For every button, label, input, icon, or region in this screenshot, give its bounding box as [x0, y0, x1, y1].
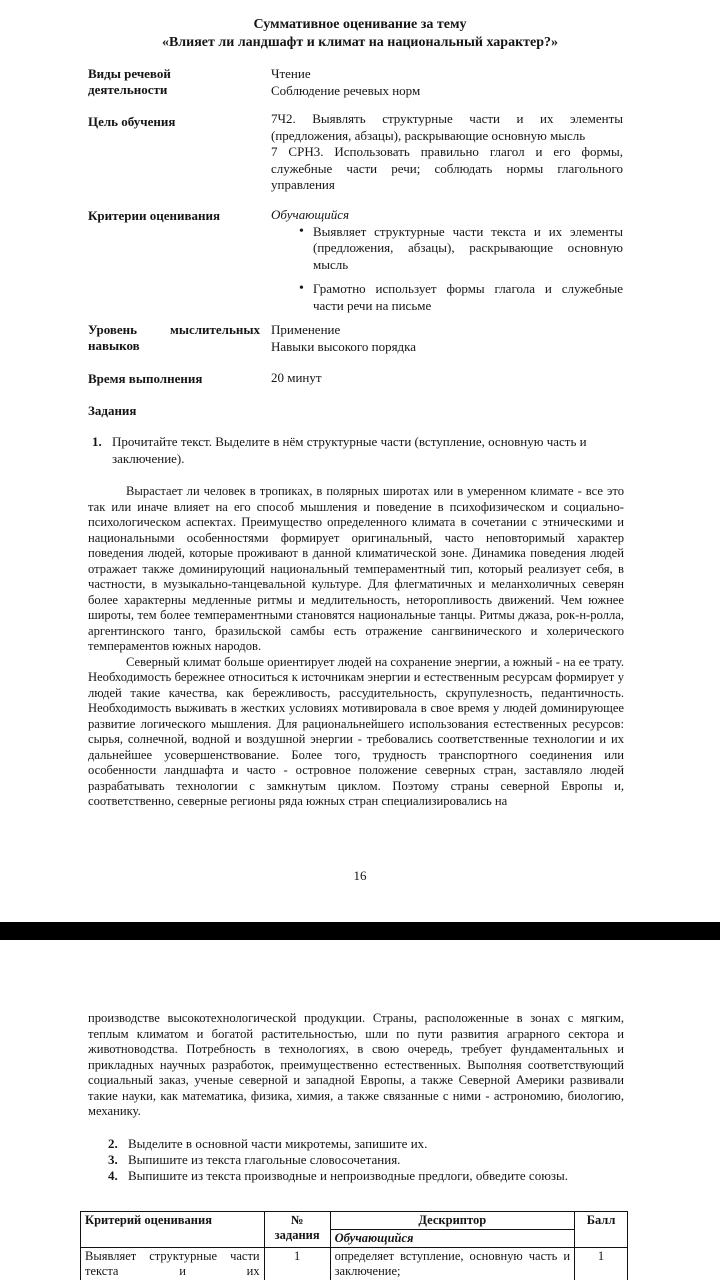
task-3: 3. Выпишите из текста глагольные словосочетания.	[108, 1152, 401, 1167]
table-row	[81, 1248, 628, 1280]
value-criteria: Обучающийся • Выявляет структурные части текста и их элементы (предложения, абзацы), раскрывающие основную мысль • Грамотно использует формы глагола и служебные части речи на письме	[271, 207, 623, 322]
tasks-heading: Задания	[88, 403, 137, 418]
reading-paragraph-2: Северный климат больше ориентирует людей на сохранение энергии, а южный - на ее трату. Необходимость бережнее относиться к источникам энергии и естественным ресурсам формирует у людей такие качества, как бережливость, рассудительность, скрупулезность, педантичность. Необходимость выживать в жестких условиях мотивировала в свое время у людей доминирующее развитие логического мышления. Для рациональнейшего использования естественных ресурсов: сырья, солнечной, водной и воздушной энергии - требовались соответственные технологии и их дальнейшее усовершенствование. Более того, трудность транспортного соединения или особенности ландшафта и часто - островное положение северных стран, заставляло людей разрабатывать технологии с замкнутым циклом. Поэтому страны северной Европы и, соответственно, северные регионы ряда южных стран специализировались на	[88, 654, 624, 808]
value-time: 20 минут	[271, 370, 322, 385]
label-speech-activity: Виды речевой деятельности	[88, 66, 171, 97]
value-thinking-skills: Применение Навыки высокого порядка	[271, 322, 417, 354]
reading-paragraph-1: Вырастает ли человек в тропиках, в полярных широтах или в умеренном климате - все это так или иначе влияет на его способ мышления и поведение в психофизическом и социально-психологическом аспектах. Преимущество определенного климата в сочетании с этническими и национальными особенностями формирует оригинальный, часто неповторимый характер поведения людей, которые проживают в данной климатической зоне. Динамика поведения людей отражает также доминирующий национальный темпераментный тип, который реализует себя, в частности, в музыкально-танцевальной культуре. Для флегматичных и меланхоличных северян более характерны медленные ритмы и медлительность, неторопливость движений. Чем южнее широты, тем более темпераментными становятся национальные танцы. Ритмы джаза, рок-н-ролла, аргентинского танго, бразильской самбы есть отражение сангвинического и холерического темпераментов южных народов.	[88, 484, 624, 653]
cell-criterion: Выявляет структурные части текста и их	[81, 1248, 265, 1280]
doc-title-line1: Суммативное оценивание за тему	[253, 17, 467, 32]
task-1: 1. Прочитайте текст. Выделите в нём структурные части (вступление, основную часть и заключение).	[92, 434, 587, 466]
th-descriptor: Дескриптор	[330, 1212, 574, 1230]
th-task-number: № задания	[264, 1212, 330, 1248]
document-page-17	[0, 940, 720, 1280]
label-learning-goal: Цель обучения	[88, 114, 176, 129]
criteria-item: • Выявляет структурные части текста и их элементы (предложения, абзацы), раскрывающие основную мысль	[271, 224, 623, 274]
label-time: Время выполнения	[88, 371, 203, 386]
cell-descriptor: определяет вступление, основную часть и заключение;	[330, 1248, 574, 1280]
reading-text-continued: производстве высокотехнологической продукции. Страны, расположенные в зонах с мягким, теплым климатом и богатой растительностью, шли по пути развития аграрного сектора и животноводства. Потребность в технологиях, в свою очередь, требует фундаментальных и прикладных научных разработок, преимущественно естественных. Выполняя соответствующий социальный заказ, ученые северной и западной Европы, а также Северной Америки развивали такие науки, как математика, физика, химия, а также связанные с ними - астрономию, биологию, механику.	[88, 1011, 624, 1118]
label-criteria: Критерии оценивания	[88, 208, 221, 223]
task-2: 2. Выделите в основной части микротемы, запишите их.	[108, 1136, 428, 1151]
reading-text	[88, 484, 624, 810]
cell-score: 1	[575, 1248, 628, 1280]
value-learning-goal: 7Ч2. Выявлять структурные части и их элементы (предложения, абзацы), раскрывающие основную мысль 7 СРН3. Использовать правильно глагол и его формы, служебные части речи; соблюдать нормы глагольного управления	[271, 111, 623, 192]
label-thinking-skills: Уровень мыслительных навыков	[88, 322, 260, 353]
criteria-item: • Грамотно использует формы глагола и служебные части речи на письме	[271, 281, 623, 314]
page-number: 16	[353, 868, 367, 883]
doc-title-line2: «Влияет ли ландшафт и климат на национальный характер?»	[161, 35, 559, 50]
cell-task-number: 1	[264, 1248, 330, 1280]
value-speech-activity: Чтение Соблюдение речевых норм	[271, 66, 421, 98]
task-4: 4. Выпишите из текста производные и непроизводные предлоги, обведите союзы.	[108, 1168, 569, 1183]
th-descriptor-sub: Обучающийся	[330, 1230, 574, 1248]
th-score: Балл	[575, 1212, 628, 1248]
assessment-table	[80, 1211, 628, 1280]
th-criterion: Критерий оценивания	[81, 1212, 265, 1248]
